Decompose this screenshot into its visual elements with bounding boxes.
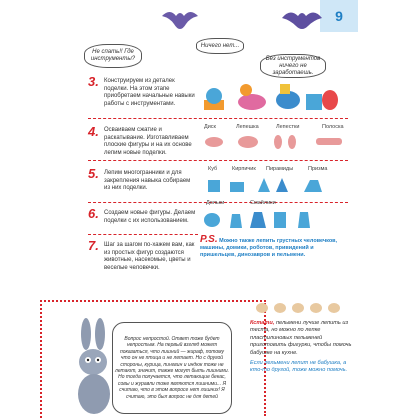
- ps-text: Можно также лепить грустных человечков, машины, домики, роботов, привидений и пришельцев, динозавров и пельмени.: [200, 238, 338, 258]
- step-3-number: 3.: [88, 74, 99, 89]
- clay-craft-figures: [200, 78, 340, 116]
- divider: [88, 234, 198, 235]
- bunny-speech-bubble: Вопрос непростой. Ответ тоже будет непростым. На первый взгляд может показаться, что лишний — жираф, потому что он не птица и не летает. Но с другой стороны, курица, пингвин и индюк тоже не летают, значит, также могут быть лишними. Но тогда получается, что летающие бекас, совы и журавли тоже являются лишними... Я считаю, что в этом вопросе нет лишних! Я считаю, это был вопрос не для детей: [112, 322, 232, 414]
- shape-label-smileys: Смайлики: [250, 200, 276, 206]
- flat-shapes-row: [200, 132, 350, 152]
- step-4-text: Осваиваем сжатие и раскатывание. Изготавливаем плоские фигуры и на их основе лепим новые поделки.: [104, 127, 192, 156]
- shape-label-disk: Диск: [204, 124, 216, 130]
- step-3-text: Конструируем из деталек поделки. На этом этапе приобретаем начальные навыки работы с инструментами.: [104, 78, 195, 107]
- divider: [88, 118, 348, 119]
- step-7-text: Шаг за шагом по-хажем вам, как из простых фигур создаются животные, насекомые, цветы и веселые человечки.: [104, 242, 195, 271]
- step-4-number: 4.: [88, 124, 99, 139]
- polyhedra-row: [200, 174, 350, 196]
- shape-label-cube: Куб: [208, 166, 218, 172]
- bat-right-illustration: [280, 6, 324, 34]
- shape-label-pyramids: Пирамиды: [266, 166, 294, 172]
- shape-label-strip: Полоска: [322, 124, 344, 130]
- step-7-number: 7.: [88, 238, 99, 253]
- shape-label-wedges: Дольки: [206, 200, 225, 206]
- tip-note: [250, 320, 354, 375]
- step-6-text: Создаем новые фигуры. Делаем поделки с их использованием.: [104, 210, 196, 224]
- step-5-number: 5.: [88, 166, 99, 181]
- page-number: 9: [320, 0, 358, 32]
- tip-lead: Кстати,: [250, 320, 275, 326]
- tip-body: пельмени лучше лепить из теста, но можно по лепке пластилиновых пельменей приготовить фигурки, чтобы помочь бабушке на кухне.: [250, 320, 352, 356]
- speech-bubble-left: Не спать!! Где инструменты?: [84, 44, 142, 68]
- speech-bubble-center: Ничего нет...: [196, 38, 244, 54]
- speech-bubble-right: Без инструментов ничего не заработаешь.: [260, 54, 326, 78]
- step-5-text: Лепим многогранники и для закрепления навыка собираем из них поделки.: [104, 170, 191, 192]
- shape-label-brick: Кирпичик: [232, 166, 256, 172]
- step-6-number: 6.: [88, 206, 99, 221]
- bat-left-illustration: [160, 6, 200, 36]
- shape-label-prism: Призма: [308, 166, 328, 172]
- divider: [88, 160, 348, 161]
- tip-blue-text: Если пельмени лепит не бабушка, а кто-то другой, тоже можно помочь.: [250, 360, 348, 374]
- shape-label-flatbread: Лепешка: [236, 124, 259, 130]
- shape-label-petals: Лепестки: [276, 124, 300, 130]
- new-figures-row: [200, 208, 350, 230]
- ps-note: [200, 236, 350, 259]
- dumplings-illustration: [252, 300, 352, 316]
- ps-mark: P.S.: [200, 234, 218, 245]
